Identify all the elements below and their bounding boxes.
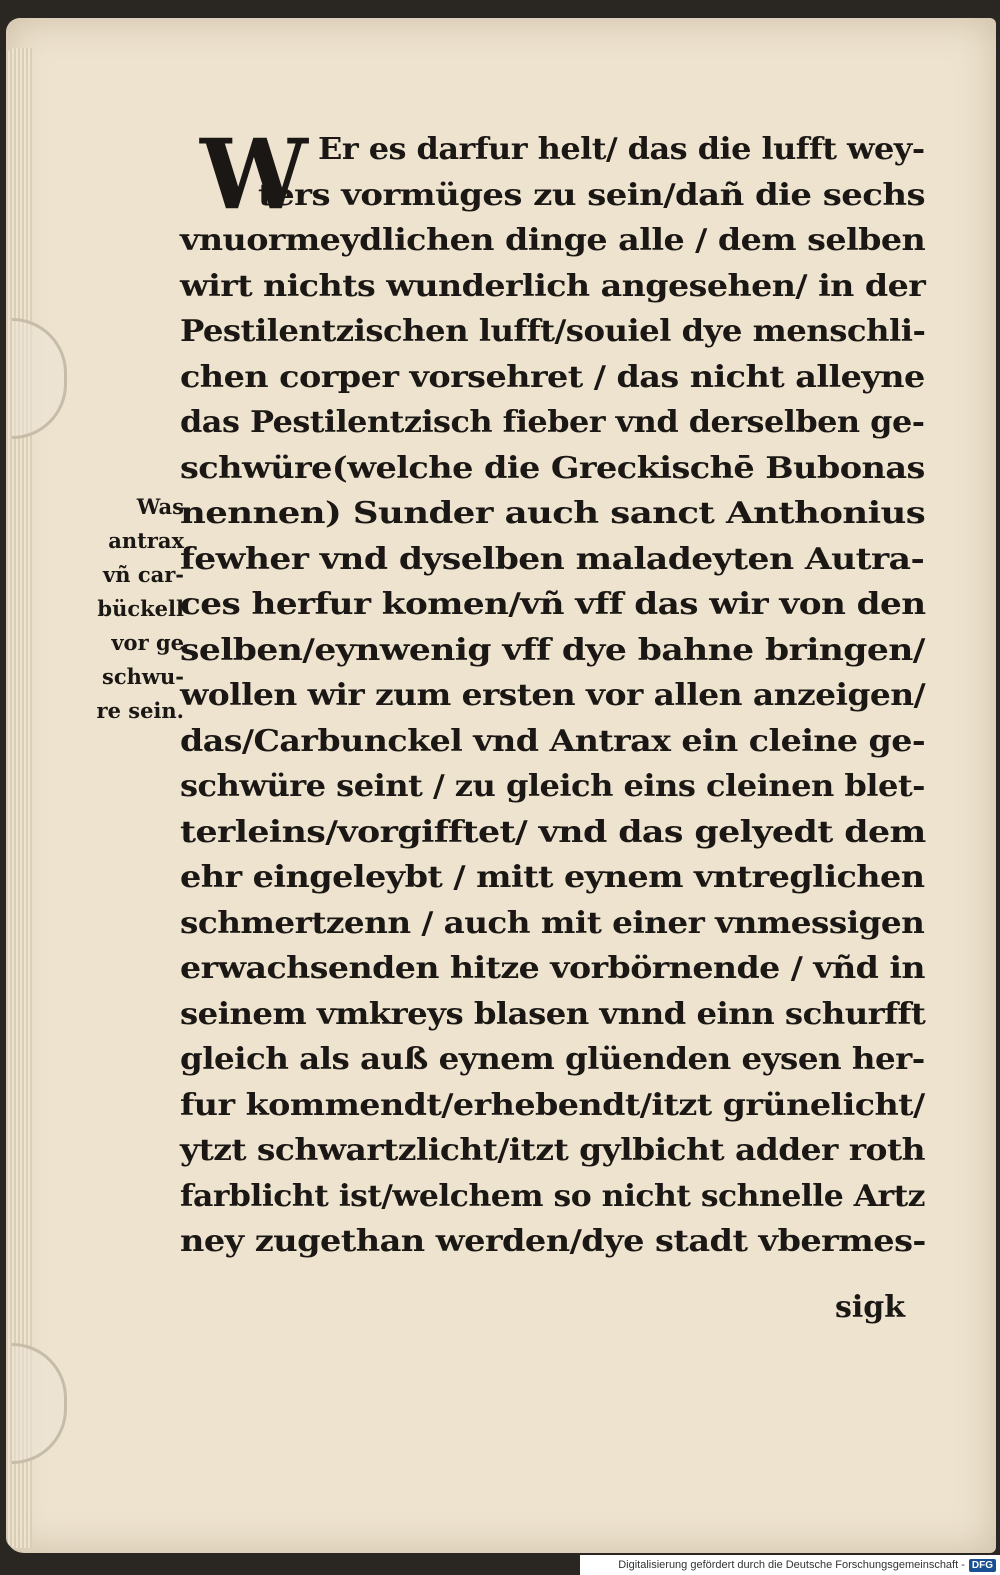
margin-note-line: Was (136, 494, 184, 519)
body-line: selben/eynwenig vff dye bahne bringen/ (180, 632, 925, 668)
margin-note-line: re sein. (96, 698, 184, 723)
body-line: Er es darfur helt/ das die lufft wey- (318, 132, 925, 167)
body-line: ehr eingeleybt / mitt eynem vntreglichen (180, 860, 925, 895)
body-line: wollen wir zum ersten vor allen anzeigen/ (180, 678, 926, 713)
body-line: farblicht ist/welchem so nicht schnelle Artz (180, 1178, 925, 1214)
margin-note-line: antrax (108, 528, 184, 553)
initial-letter: W (200, 118, 308, 231)
catchword: sigk (835, 1290, 906, 1325)
body-line: fewher vnd dyselben maladeyten Autra- (180, 541, 925, 577)
margin-note-line: bückell (97, 596, 184, 621)
page-edges (6, 48, 32, 1548)
digitization-footer (580, 1555, 1000, 1575)
body-line: das/Carbunckel vnd Antrax ein cleine ge- (180, 723, 926, 759)
body-line: Pestilentzischen lufft/souiel dye menschli- (180, 314, 926, 349)
body-line: chen corper vorsehret / das nicht alleyne (180, 359, 925, 395)
body-line: schwüre(welche die Greckischē Bubonas (180, 450, 925, 486)
body-line: fur kommendt/erhebendt/itzt grünelicht/ (180, 1087, 925, 1123)
body-line: vnuormeydlichen dinge alle / dem selben (180, 223, 926, 258)
body-line: schmertzenn / auch mit einer vnmessigen (180, 905, 925, 941)
body-line: seinem vmkreys blasen vnnd einn schurfft (180, 996, 926, 1032)
body-line: ytzt schwartzlicht/itzt gylbicht adder roth (180, 1133, 925, 1168)
body-line: gleich als auß eynem glüenden eysen her- (180, 1042, 925, 1077)
book-clip-top (12, 318, 67, 439)
body-line: das Pestilentzisch fieber vnd derselben ge- (180, 405, 925, 440)
body-line: nennen) Sunder auch sanct Anthonius (180, 496, 926, 531)
margin-note-line: vñ car- (103, 562, 184, 587)
margin-note-line: schwu- (102, 664, 184, 689)
body-line: ters vormüges zu sein/dañ die sechs (258, 177, 926, 213)
body-line: erwachsenden hitze vorbörnende / vñd in (180, 951, 926, 986)
margin-note-line: vor ge (111, 630, 184, 655)
dfg-logo: DFG (969, 1559, 996, 1572)
body-line: ces herfur komen/vñ vff das wir von den (180, 587, 926, 622)
footer-text: Digitalisierung gefördert durch die Deutsche Forschungsgemeinschaft - (618, 1559, 965, 1571)
body-line: wirt nichts wunderlich angesehen/ in der (180, 268, 926, 304)
body-line: ney zugethan werden/dye stadt vbermes- (180, 1224, 926, 1259)
body-line: terleins/vorgifftet/ vnd das gelyedt dem (180, 814, 926, 850)
body-line: schwüre seint / zu gleich eins cleinen blet- (180, 769, 925, 804)
book-clip-bottom (12, 1343, 67, 1464)
